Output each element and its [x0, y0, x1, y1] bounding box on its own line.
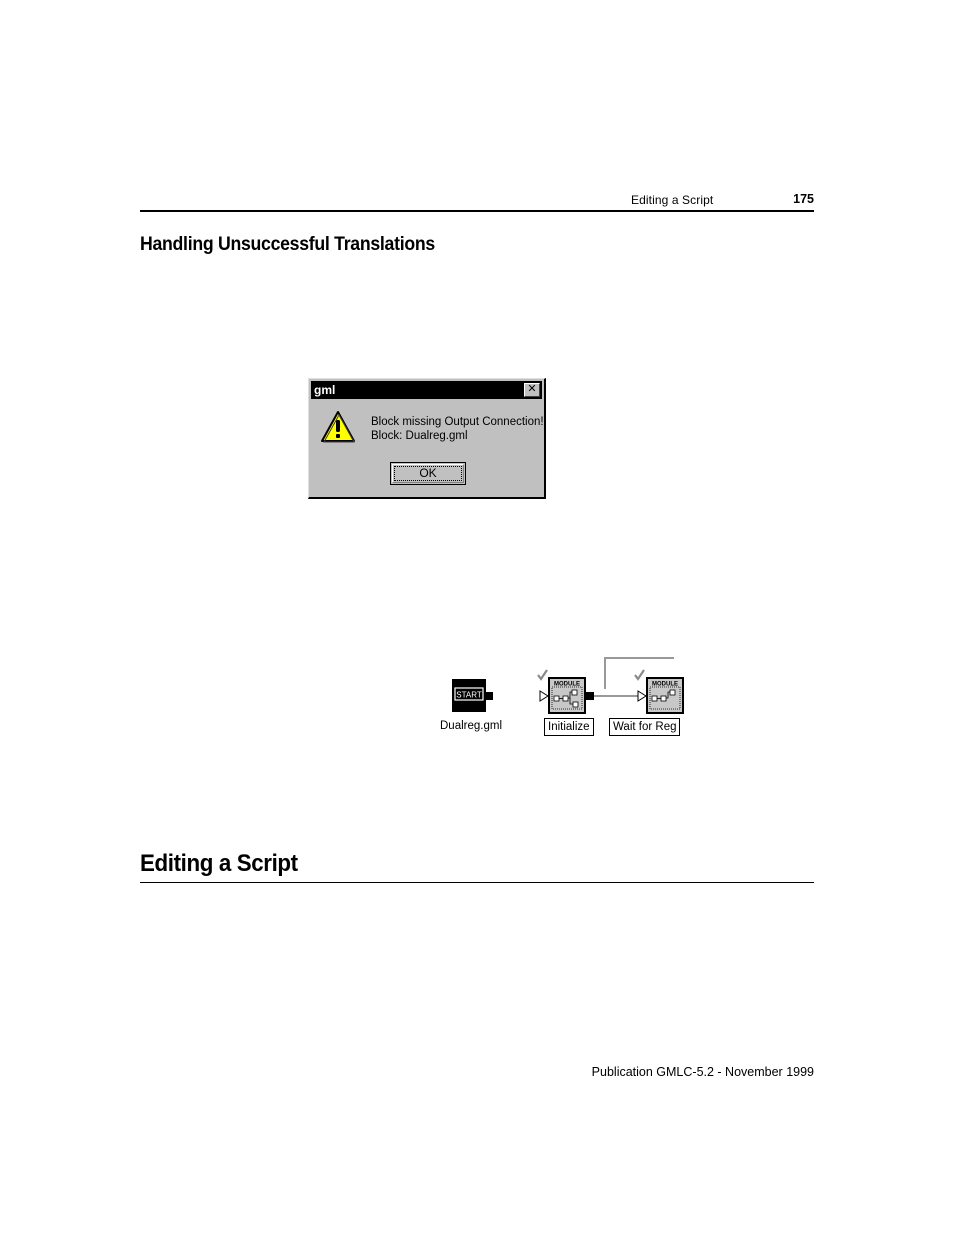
module-label-wait-for-reg[interactable]: Wait for Reg [609, 718, 680, 736]
checkmark-icon [538, 670, 547, 679]
module-label-text: MODULE [554, 681, 580, 688]
dialog-message-line-1: Block missing Output Connection! [371, 416, 544, 428]
output-port [586, 692, 594, 700]
header-rule [140, 210, 814, 212]
module-label-text: MODULE [652, 681, 678, 688]
start-block[interactable] [452, 679, 493, 712]
start-block-label: Dualreg.gml [440, 720, 502, 732]
close-icon: ✕ [527, 383, 537, 395]
publication-footer: Publication GMLC-5.2 - November 1999 [591, 1065, 814, 1079]
module-block-wait-for-reg[interactable] [635, 670, 684, 714]
section-heading: Handling Unsuccessful Translations [140, 234, 435, 255]
warning-icon [320, 410, 356, 444]
page-number: 175 [793, 192, 814, 206]
chapter-heading: Editing a Script [140, 850, 298, 877]
start-block-text: START [456, 690, 482, 700]
dialog-title: gml [314, 383, 336, 397]
dialog-message-line-2: Block: Dualreg.gml [371, 430, 468, 442]
input-port-arrow [540, 691, 548, 701]
ok-button-label: OK [394, 466, 462, 481]
dialog-titlebar [311, 381, 542, 399]
module-block-initialize[interactable] [538, 670, 594, 714]
module-label-initialize[interactable]: Initialize [544, 718, 594, 736]
checkmark-icon [635, 670, 644, 679]
close-button[interactable] [524, 383, 540, 397]
ok-button[interactable] [390, 462, 466, 485]
error-dialog [308, 378, 546, 499]
running-header-title: Editing a Script [631, 193, 714, 207]
start-output-port [485, 692, 493, 700]
chapter-rule [140, 882, 814, 883]
script-flow-diagram [430, 652, 678, 747]
input-port-arrow [638, 691, 646, 701]
